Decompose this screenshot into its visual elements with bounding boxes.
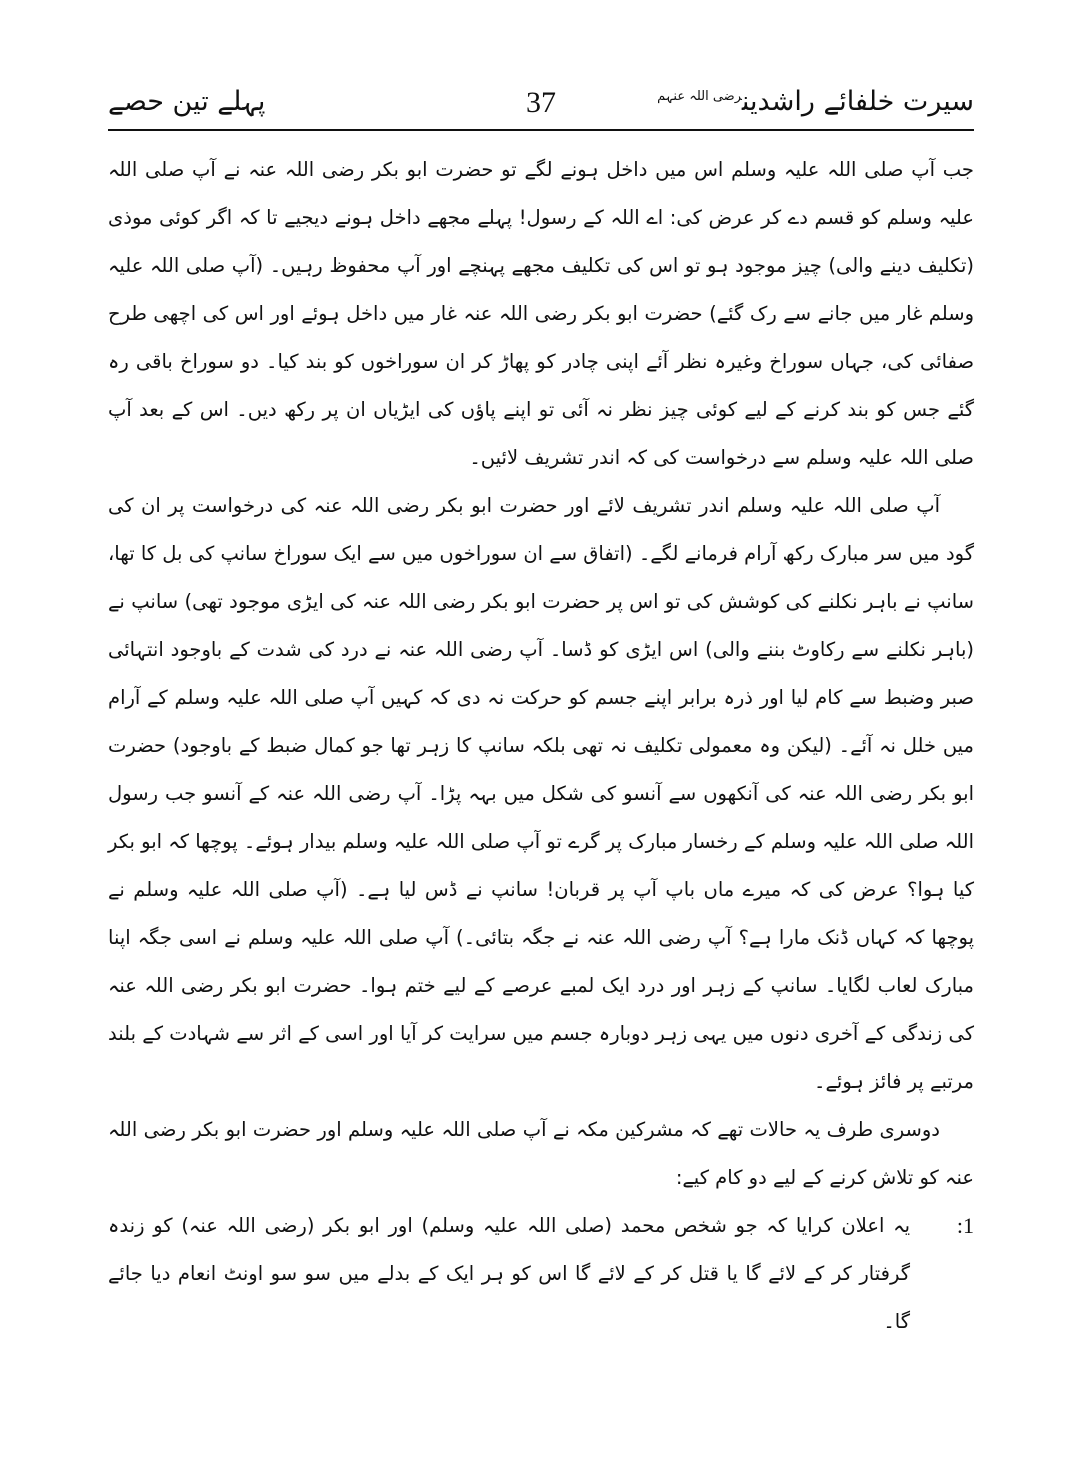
page-number: 37 [526,86,556,119]
page-body [108,146,974,1346]
honorific-mark: رضی اللہ عنہم [657,89,742,104]
list-item-number: 1: [956,1213,974,1238]
paragraph: آپ صلی اللہ علیہ وسلم اندر تشریف لائے اور حضرت ابو بکر رضی اللہ عنہ کی درخواست پر ان کی گود میں سر مبارک رکھ آرام فرمانے لگے۔ (اتفاق سے ان سوراخوں میں سے ایک سوراخ سانپ کی بل کا تھا، سانپ نے باہر نکلنے کی کوشش کی تو اس پر حضرت ابو بکر رضی اللہ عنہ کی ایڑی موجود تھی) سانپ نے (باہر نکلنے سے رکاوٹ بننے والی) اس ایڑی کو ڈسا۔ آپ رضی اللہ عنہ نے درد کی شدت کے باوجود انتہائی صبر وضبط سے کام لیا اور ذرہ برابر اپنے جسم کو حرکت نہ دی کہ کہیں آپ صلی اللہ علیہ وسلم کے آرام میں خلل نہ آئے۔ (لیکن وہ معمولی تکلیف نہ تھی بلکہ سانپ کا زہر تھا جو کمال ضبط کے باوجود) حضرت ابو بکر رضی اللہ عنہ کی آنکھوں سے آنسو کی شکل میں بہہ پڑا۔ آپ رضی اللہ عنہ کے آنسو جب رسول اللہ صلی اللہ علیہ وسلم کے رخسار مبارک پر گرے تو آپ صلی اللہ علیہ وسلم بیدار ہوئے۔ پوچھا کہ ابو بکر کیا ہوا؟ عرض کی کہ میرے ماں باپ آپ پر قربان! سانپ نے ڈس لیا ہے۔ (آپ صلی اللہ علیہ وسلم نے پوچھا کہ کہاں ڈنک مارا ہے؟ آپ رضی اللہ عنہ نے جگہ بتائی۔) آپ صلی اللہ علیہ وسلم نے اسی جگہ اپنا مبارک لعاب لگایا۔ سانپ کے زہر اور درد ایک لمبے عرصے کے لیے ختم ہوا۔ حضرت ابو بکر رضی اللہ عنہ کی زندگی کے آخری دنوں میں یہی زہر دوبارہ جسم میں سرایت کر آیا اور اسی کے اثر سے شہادت کے بلند مرتبے پر فائز ہوئے۔ [108,494,974,1093]
paragraph: جب آپ صلی اللہ علیہ وسلم اس میں داخل ہونے لگے تو حضرت ابو بکر رضی اللہ عنہ نے آپ صلی اللہ علیہ وسلم کو قسم دے کر عرض کی: اے اللہ کے رسول! پہلے مجھے داخل ہونے دیجیے تا کہ اگر کوئی موذی (تکلیف دینے والی) چیز موجود ہو تو اس کی تکلیف مجھے پہنچے اور آپ محفوظ رہیں۔ (آپ صلی اللہ علیہ وسلم غار میں جانے سے رک گئے) حضرت ابو بکر رضی اللہ عنہ غار میں داخل ہوئے اور اس کی اچھی طرح صفائی کی، جہاں سوراخ وغیرہ نظر آئے اپنی چادر کو پھاڑ کر ان سوراخوں کو بند کیا۔ دو سوراخ باقی رہ گئے جس کو بند کرنے کے لیے کوئی چیز نظر نہ آئی تو اپنے پاؤں کی ایڑیاں ان پر رکھ دیں۔ اس کے بعد آپ صلی اللہ علیہ وسلم سے درخواست کی کہ اندر تشریف لائیں۔ [108,158,974,469]
list-item-text: یہ اعلان کرایا کہ جو شخص محمد (صلی اللہ علیہ وسلم) اور ابو بکر (رضی اللہ عنہ) کو زندہ گرفتار کر کے لائے گا یا قتل کر کے لائے گا اس کو ہر ایک کے بدلے میں سو سو اونٹ انعام دیا جائے گا۔ [108,1214,910,1333]
page-header [108,82,974,126]
header-rule [108,129,974,131]
list-item [108,1202,974,1346]
part-label: پہلے تین حصے [108,86,266,117]
paragraph: دوسری طرف یہ حالات تھے کہ مشرکین مکہ نے آپ صلی اللہ علیہ وسلم اور حضرت ابو بکر رضی اللہ عنہ کو تلاش کرنے کے لیے دو کام کیے: [108,1118,974,1189]
book-title-text: سیرت خلفائے راشدین [741,86,974,117]
